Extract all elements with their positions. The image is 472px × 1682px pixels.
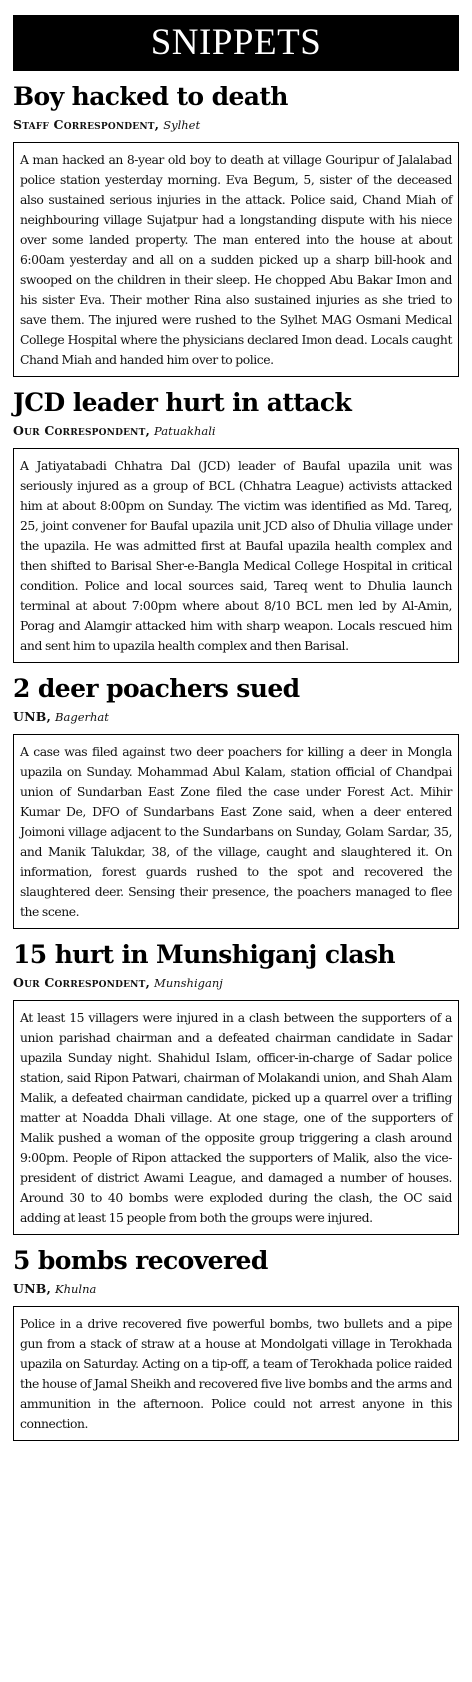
story-byline	[13, 708, 459, 726]
story-body: A man hacked an 8-year old boy to death at village Gouripur of Jalalabad police station yesterday morning. Eva Begum, 5, sister of the deceased also sustained serious injuries in the attack. Police said, Chand Miah of neighbouring village Sujatpur had a longstanding dispute with his niece over some landed property. The man entered into the house at about 6:00am yesterday and all on a sudden picked up a sharp bill-hook and swooped on the children in their sleep. He chopped Abu Bakar Imon and his sister Eva. Their mother Rina also sustained injuries as she tried to save them. The injured were rushed to the Sylhet MAG Osmani Medical College Hospital where the physicians declared Imon dead. Locals caught Chand Miah and handed him over to police.	[20, 152, 452, 367]
story-headline: 2 deer poachers sued	[13, 674, 300, 703]
story-body-box	[13, 734, 459, 929]
story-body: A Jatiyatabadi Chhatra Dal (JCD) leader of Baufal upazila unit was seriously injured as a group of BCL (Chhatra League) activists attacked him at about 8:00pm on Sunday. The victim was identified as Md. Tareq, 25, joint convener for Baufal upazila unit JCD also of Dhulia village under the upazila. He was admitted first at Baufal upazila health complex and then shifted to Barisal Sher-e-Bangla Medical College Hospital in critical condition. Police and local sources said, Tareq went to Dhulia launch terminal at about 7:00pm where about 8/10 BCL men led by Al-Amin, Porag and Alamgir attacked him with sharp weapon. Locals rescued him and sent him to upazila health complex and then Barisal.	[20, 458, 452, 653]
byline-place: Khulna	[55, 1282, 97, 1296]
story-bombs-recovered	[13, 1245, 459, 1441]
story-body-box	[13, 1306, 459, 1441]
story-byline	[13, 116, 459, 134]
section-title: SNIPPETS	[150, 22, 322, 63]
story-byline	[13, 1280, 459, 1298]
byline-source: Our Correspondent,	[13, 423, 151, 438]
story-body: Police in a drive recovered five powerful bombs, two bullets and a pipe gun from a stack of straw at a house at Mondolgati village in Terokhada upazila on Saturday. Acting on a tip-off, a team of Terokhada police raided the house of Jamal Sheikh and recovered five live bombs and the arms and ammunition in the afternoon. Police could not arrest anyone in this connection.	[20, 1316, 452, 1431]
byline-place: Patuakhali	[154, 424, 216, 438]
byline-place: Munshiganj	[154, 976, 223, 990]
story-byline	[13, 974, 459, 992]
byline-source: Staff Correspondent,	[13, 117, 160, 132]
story-jcd-leader	[13, 387, 459, 663]
story-byline	[13, 422, 459, 440]
story-body: At least 15 villagers were injured in a clash between the supporters of a union parishad chairman and a defeated chairman candidate in Sadar upazila Sunday night. Shahidul Islam, officer-in-charge of Sadar police station, said Ripon Patwari, chairman of Molakandi union, and Shah Alam Malik, a defeated chairman candidate, picked up a quarrel over a trifling matter at Noadda Dhali village. At one stage, one of the supporters of Malik pushed a woman of the opposite group triggering a clash around 9:00pm. People of Ripon attacked the supporters of Malik, also the vice-president of district Awami League, and damaged a number of houses. Around 30 to 40 bombs were exploded during the clash, the OC said adding at least 15 people from both the groups were injured.	[20, 1010, 452, 1225]
story-headline: Boy hacked to death	[13, 82, 288, 111]
story-body-box	[13, 448, 459, 663]
byline-source: UNB,	[13, 709, 52, 724]
story-boy-hacked	[13, 81, 459, 377]
story-body-box	[13, 1000, 459, 1235]
story-headline: 5 bombs recovered	[13, 1246, 268, 1275]
byline-place: Sylhet	[163, 118, 201, 132]
byline-source: UNB,	[13, 1281, 52, 1296]
story-body: A case was filed against two deer poachers for killing a deer in Mongla upazila on Sunday. Mohammad Abul Kalam, station official of Chandpai union of Sundarban East Zone filed the case under Forest Act. Mihir Kumar De, DFO of Sundarbans East Zone said, when a deer entered Joimoni village adjacent to the Sundarbans on Sunday, Golam Sardar, 35, and Manik Talukdar, 38, of the village, caught and slaughtered it. On information, forest guards rushed to the spot and recovered the slaughtered deer. Sensing their presence, the poachers managed to flee the scene.	[20, 744, 452, 919]
story-deer-poachers	[13, 673, 459, 929]
byline-place: Bagerhat	[55, 710, 109, 724]
section-banner	[13, 15, 459, 71]
byline-source: Our Correspondent,	[13, 975, 151, 990]
story-body-box	[13, 142, 459, 377]
story-headline: JCD leader hurt in attack	[13, 388, 352, 417]
story-munshiganj-clash	[13, 939, 459, 1235]
story-headline: 15 hurt in Munshiganj clash	[13, 940, 395, 969]
